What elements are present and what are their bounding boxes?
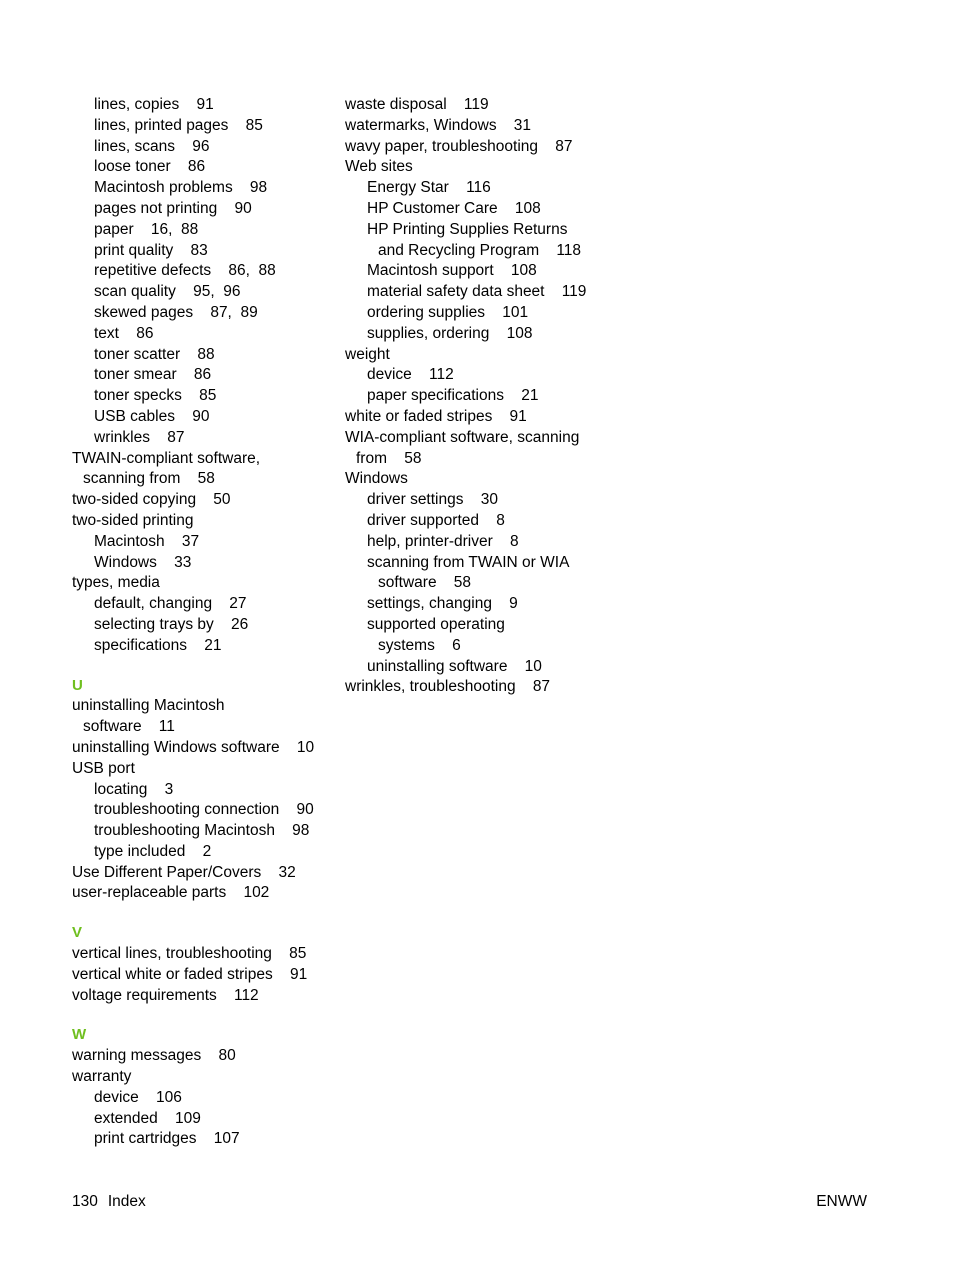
index-entry: scanning from 58 xyxy=(83,470,215,488)
index-entry: print cartridges 107 xyxy=(94,1130,240,1148)
index-entry: repetitive defects 86, 88 xyxy=(94,262,276,280)
index-entry: WIA-compliant software, scanning xyxy=(345,428,580,446)
index-entry: software 58 xyxy=(378,574,472,592)
index-entry: Macintosh problems 98 xyxy=(94,179,268,197)
index-entry: toner smear 86 xyxy=(94,366,212,384)
index-entry: settings, changing 9 xyxy=(367,595,518,613)
index-entry: Web sites xyxy=(345,158,413,176)
index-entry: toner specks 85 xyxy=(94,387,217,405)
index-entry: weight xyxy=(345,345,390,363)
index-entry: locating 3 xyxy=(94,780,174,798)
index-entry: paper 16, 88 xyxy=(94,220,199,238)
index-entry: USB port xyxy=(72,759,135,777)
index-entry: lines, copies 91 xyxy=(94,96,214,113)
index-entry: USB cables 90 xyxy=(94,407,210,425)
index-entry: type included 2 xyxy=(94,842,212,860)
index-entry: and Recycling Program 118 xyxy=(378,241,582,259)
index-entry: uninstalling Windows software 10 xyxy=(72,738,315,756)
index-entry: scanning from TWAIN or WIA xyxy=(367,553,570,571)
index-section-letter: W xyxy=(72,1026,87,1044)
index-entry: supported operating xyxy=(367,615,505,633)
index-entry: scan quality 95, 96 xyxy=(94,283,241,301)
index-entry: HP Customer Care 108 xyxy=(367,199,541,217)
page-footer-left xyxy=(72,1192,156,1212)
index-entry: voltage requirements 112 xyxy=(72,986,259,1004)
index-entry: user-replaceable parts 102 xyxy=(72,884,270,902)
index-entry: paper specifications 21 xyxy=(367,387,539,405)
index-entry: TWAIN-compliant software, xyxy=(72,449,261,467)
index-entry: print quality 83 xyxy=(94,241,208,259)
index-entry: device 106 xyxy=(94,1088,182,1106)
index-entry: uninstalling Macintosh xyxy=(72,697,225,715)
index-section-letter: V xyxy=(72,924,83,942)
index-entry: white or faded stripes 91 xyxy=(345,407,527,425)
index-entry: default, changing 27 xyxy=(94,595,247,613)
footer-section: Index xyxy=(107,1193,146,1210)
index-entry: HP Printing Supplies Returns xyxy=(367,220,568,238)
index-entry: material safety data sheet 119 xyxy=(367,283,587,301)
index-entry: device 112 xyxy=(367,366,454,384)
index-entry: warranty xyxy=(72,1068,132,1086)
index-column-left xyxy=(72,95,332,1150)
index-entry: loose toner 86 xyxy=(94,158,206,176)
index-entry: Macintosh 37 xyxy=(94,532,200,550)
index-entry: waste disposal 119 xyxy=(345,96,489,113)
index-entry: troubleshooting Macintosh 98 xyxy=(94,822,310,840)
index-entry: selecting trays by 26 xyxy=(94,615,249,633)
index-entry: systems 6 xyxy=(378,636,461,654)
index-entry: Windows 33 xyxy=(94,553,192,571)
index-entry: uninstalling software 10 xyxy=(367,657,542,675)
index-entry: Macintosh support 108 xyxy=(367,262,537,280)
page-footer-right: ENWW xyxy=(816,1193,867,1210)
index-entry: driver settings 30 xyxy=(367,491,498,509)
index-entry: supplies, ordering 108 xyxy=(367,324,533,342)
index-entry: driver supported 8 xyxy=(367,511,505,529)
page-number: 130 xyxy=(72,1193,98,1210)
index-entry: two-sided printing xyxy=(72,511,194,529)
index-entry: software 11 xyxy=(83,718,175,736)
index-entry: vertical white or faded stripes 91 xyxy=(72,965,308,983)
index-entry: wrinkles, troubleshooting 87 xyxy=(345,678,551,696)
index-entry: wrinkles 87 xyxy=(94,428,185,446)
index-section-letter: U xyxy=(72,676,83,694)
index-entry: types, media xyxy=(72,574,160,592)
index-column-right xyxy=(345,95,645,698)
index-entry: two-sided copying 50 xyxy=(72,491,231,509)
index-entry: Use Different Paper/Covers 32 xyxy=(72,863,296,881)
index-entry: warning messages 80 xyxy=(72,1047,236,1065)
index-entry: lines, printed pages 85 xyxy=(94,116,263,134)
index-entry: extended 109 xyxy=(94,1109,201,1127)
index-entry: Windows xyxy=(345,470,408,488)
index-entry: watermarks, Windows 31 xyxy=(345,116,532,134)
index-entry: troubleshooting connection 90 xyxy=(94,801,314,819)
index-entry: lines, scans 96 xyxy=(94,137,210,155)
index-entry: text 86 xyxy=(94,324,154,342)
index-entry: wavy paper, troubleshooting 87 xyxy=(345,137,573,155)
index-entry: toner scatter 88 xyxy=(94,345,215,363)
index-entry: pages not printing 90 xyxy=(94,199,252,217)
index-entry: ordering supplies 101 xyxy=(367,303,529,321)
index-entry: from 58 xyxy=(356,449,422,467)
index-entry: vertical lines, troubleshooting 85 xyxy=(72,945,307,963)
index-entry: Energy Star 116 xyxy=(367,179,491,197)
index-entry: help, printer-driver 8 xyxy=(367,532,519,550)
index-entry: skewed pages 87, 89 xyxy=(94,303,258,321)
index-entry: specifications 21 xyxy=(94,636,222,654)
